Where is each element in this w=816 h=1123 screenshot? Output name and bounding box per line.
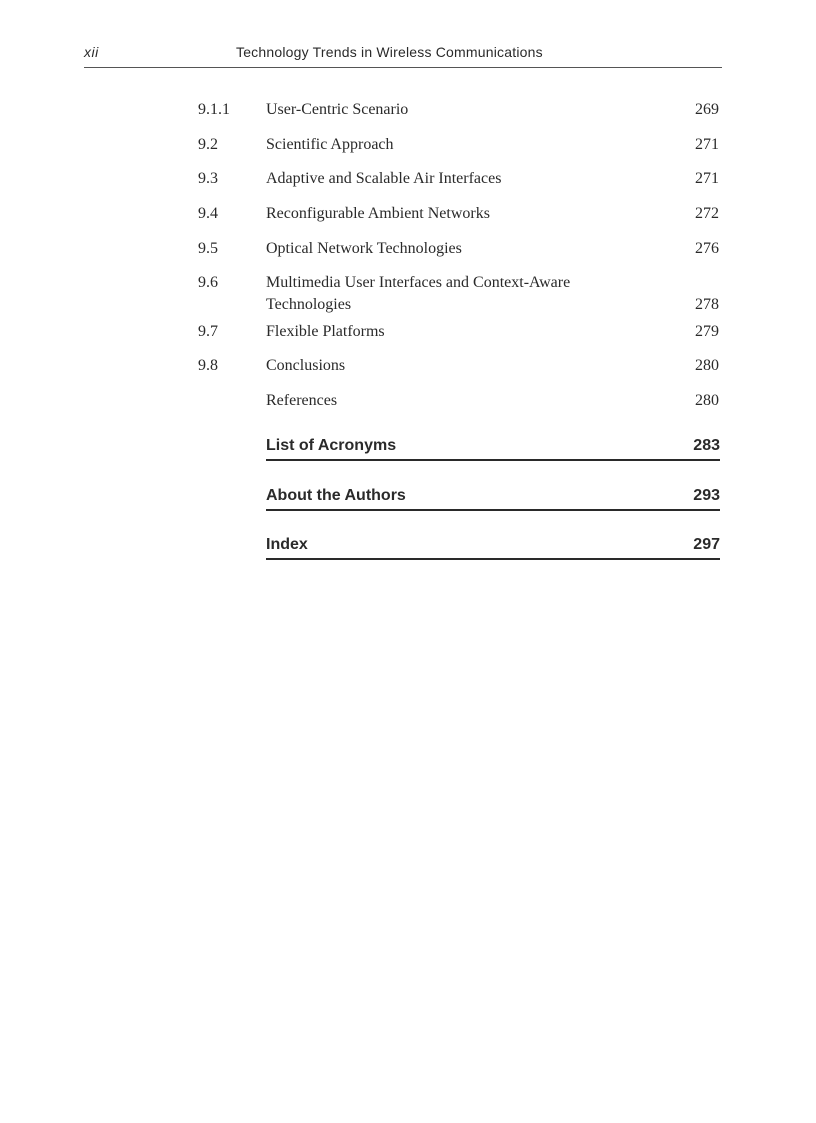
toc-entry-title: Adaptive and Scalable Air Interfaces xyxy=(266,170,502,187)
toc-section-title: List of Acronyms xyxy=(266,437,397,454)
toc-entry-number: 9.8 xyxy=(198,357,218,374)
toc-entry-page: 271 xyxy=(695,170,719,187)
toc-entry-number: 9.1.1 xyxy=(198,101,230,118)
toc-entry-page: 276 xyxy=(695,240,719,257)
toc-entry-number: 9.5 xyxy=(198,240,218,257)
toc-section-page: 293 xyxy=(693,487,720,504)
toc-section-page: 297 xyxy=(693,536,720,553)
toc-entry-title: Reconfigurable Ambient Networks xyxy=(266,205,490,222)
toc-section-page: 283 xyxy=(693,437,720,454)
toc-entry-number: 9.3 xyxy=(198,170,218,187)
toc-entry-title-line1: Multimedia User Interfaces and Context-Aware xyxy=(266,274,571,291)
toc-entry-page: 278 xyxy=(695,296,719,313)
running-title: Technology Trends in Wireless Communications xyxy=(236,44,543,60)
toc-entry-page: 280 xyxy=(695,392,719,409)
toc-section-index[interactable] xyxy=(266,534,720,560)
toc-entry-title: Scientific Approach xyxy=(266,136,394,153)
toc-section-list-of-acronyms[interactable] xyxy=(266,435,720,461)
toc-entry-page: 269 xyxy=(695,101,719,118)
toc-entry-page: 279 xyxy=(695,323,719,340)
toc-entry-title: References xyxy=(266,392,338,409)
toc-section-about-the-authors[interactable] xyxy=(266,485,720,511)
toc-entry-page: 271 xyxy=(695,136,719,153)
toc-entry-title: Conclusions xyxy=(266,357,346,374)
toc-entry-number: 9.7 xyxy=(198,323,218,340)
toc-entry-page: 272 xyxy=(695,205,719,222)
toc-entry-number: 9.2 xyxy=(198,136,218,153)
toc-entry-number: 9.6 xyxy=(198,274,218,291)
toc-entry-title: Optical Network Technologies xyxy=(266,240,462,257)
toc-entry-title: Flexible Platforms xyxy=(266,323,385,340)
toc-section-title: About the Authors xyxy=(266,487,406,504)
toc-entry-page: 280 xyxy=(695,357,719,374)
page-number: xii xyxy=(84,44,99,60)
toc-section-title: Index xyxy=(266,536,308,553)
toc-entry-title: User-Centric Scenario xyxy=(266,101,409,118)
running-header xyxy=(84,40,722,68)
toc-entry-title-line2: Technologies xyxy=(266,296,352,313)
toc-entry-number: 9.4 xyxy=(198,205,218,222)
